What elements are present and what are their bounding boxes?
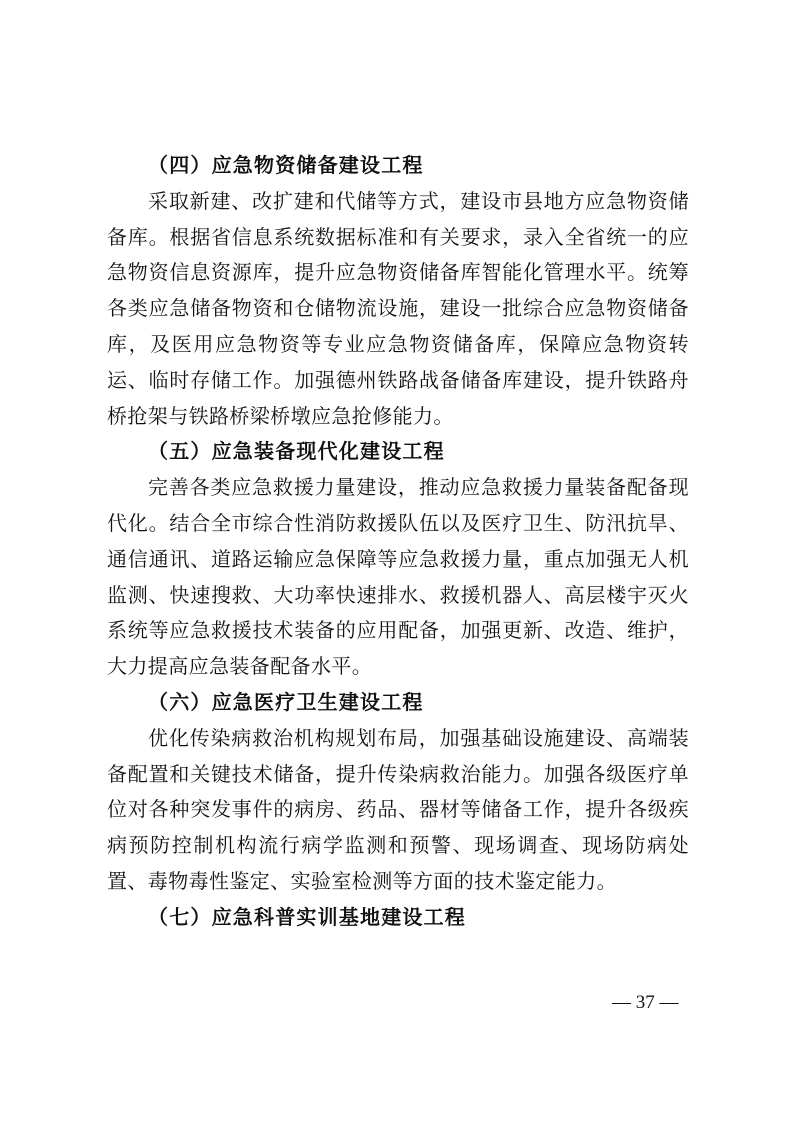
section-paragraph-4: 采取新建、改扩建和代储等方式，建设市县地方应急物资储备库。根据省信息系统数据标准和有关要求，录入全省统一的应急物资信息资源库，提升应急物资储备库智能化管理水平。统筹各类应急储备物资和仓储物流设施，建设一批综合应急物资储备库，及医用应急物资等专业应急物资储备库，保障应急物资转运、临时存储工作。加强德州铁路战备储备库建设，提升铁路舟桥抢架与铁路桥梁桥墩应急抢修能力。 [107,188,689,428]
section-heading-4: （四）应急物资储备建设工程 [148,153,424,177]
page-number: — 37 — [612,992,679,1013]
document-body [107,148,689,936]
section-heading-7: （七）应急科普实训基地建设工程 [148,904,466,929]
section-heading-6: （六）应急医疗卫生建设工程 [148,689,424,714]
section-paragraph-5: 完善各类应急救援力量建设，推动应急救援力量装备配备现代化。结合全市综合性消防救援队伍以及医疗卫生、防汛抗旱、通信通讯、道路运输应急保障等应急救援力量，重点加强无人机监测、快速搜救、大功率快速排水、救援机器人、高层楼宇灭火系统等应急救援技术装备的应用配备，加强更新、改造、维护，大力提高应急装备配备水平。 [107,475,689,679]
section-heading-5: （五）应急装备现代化建设工程 [148,439,445,464]
section-paragraph-6: 优化传染病救治机构规划布局，加强基础设施建设、高端装备配置和关键技术储备，提升传染病救治能力。加强各级医疗单位对各种突发事件的病房、药品、器材等储备工作，提升各级疾病预防控制机构流行病学监测和预警、现场调查、现场防病处置、毒物毒性鉴定、实验室检测等方面的技术鉴定能力。 [107,725,689,893]
